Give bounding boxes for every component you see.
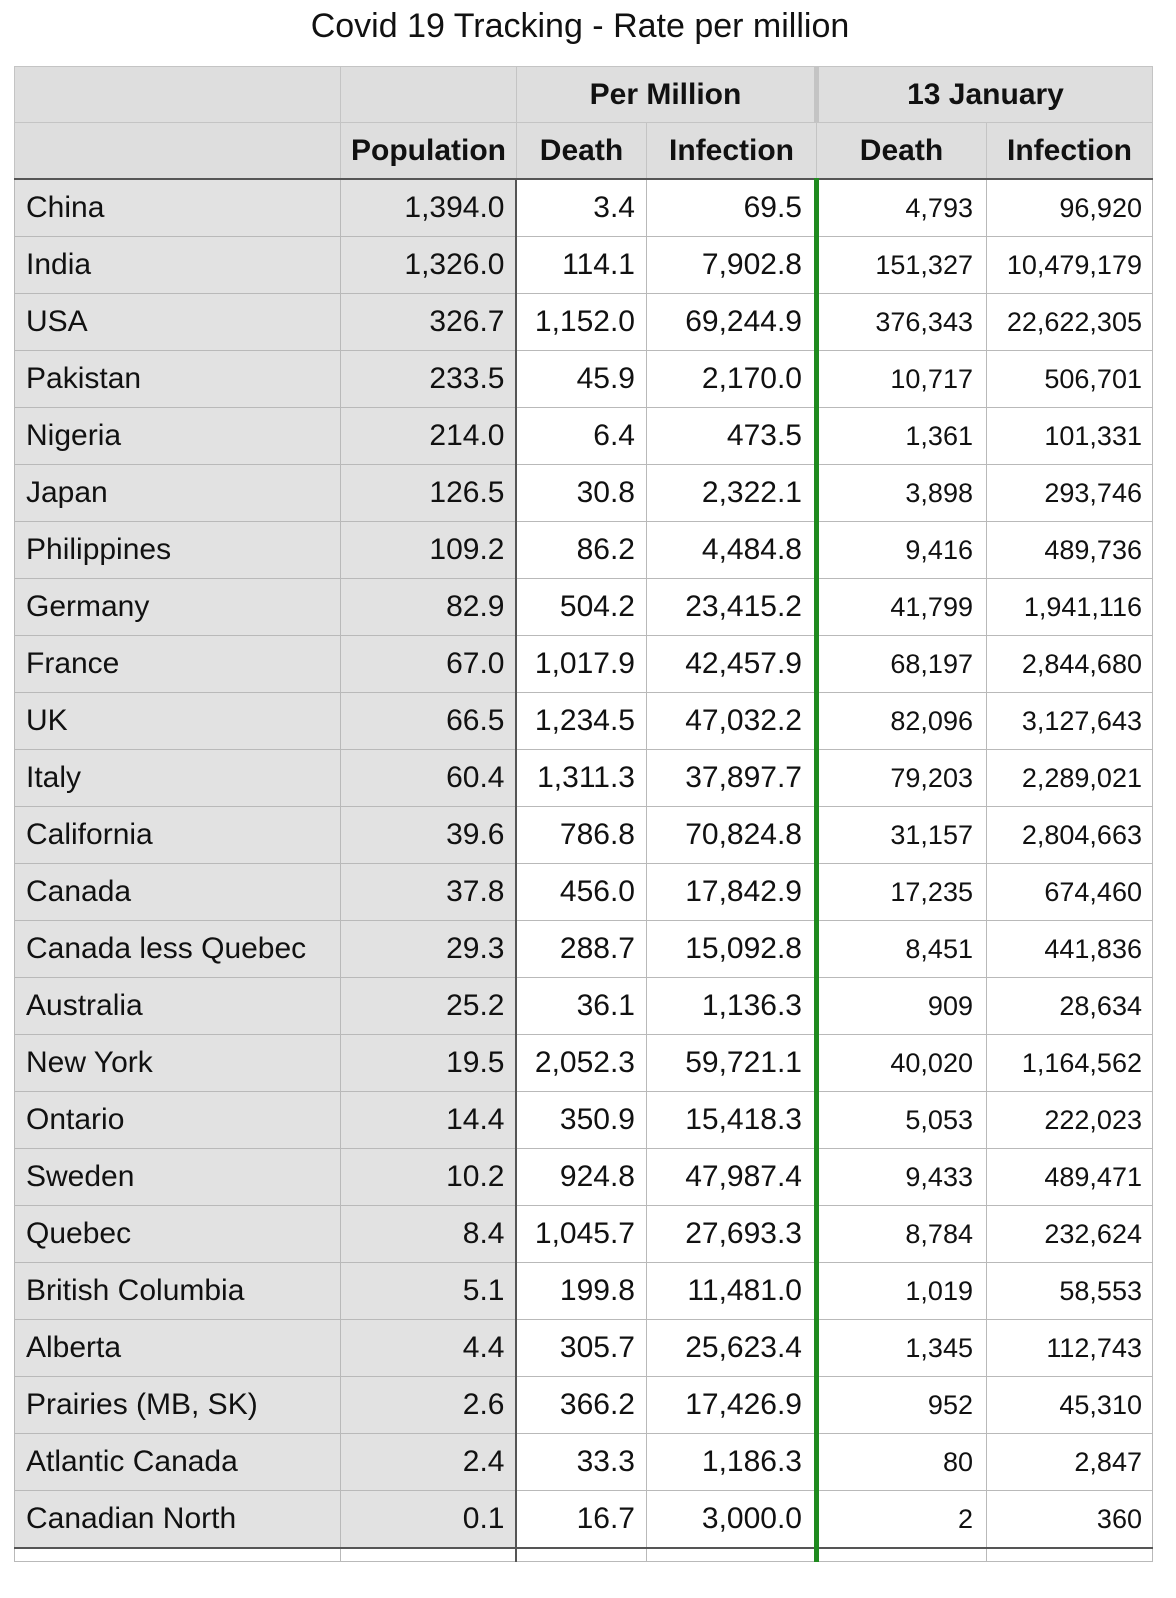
row-name: UK [15,693,341,750]
row-death: 2 [816,1491,986,1549]
row-pm-death: 504.2 [516,579,646,636]
row-infection: 232,624 [986,1206,1152,1263]
row-pm-death: 366.2 [516,1377,646,1434]
row-pm-infection: 1,186.3 [646,1434,816,1491]
row-infection: 222,023 [986,1092,1152,1149]
table-row [15,978,1153,1035]
table-row [15,294,1153,351]
table-row [15,465,1153,522]
header-row-groups [15,67,1153,123]
row-name: Australia [15,978,341,1035]
row-name: France [15,636,341,693]
row-name: USA [15,294,341,351]
table-bottom-cell [516,1548,646,1562]
row-population: 66.5 [341,693,517,750]
row-pm-death: 33.3 [516,1434,646,1491]
table-row [15,807,1153,864]
row-death: 17,235 [816,864,986,921]
row-population: 60.4 [341,750,517,807]
row-infection: 489,471 [986,1149,1152,1206]
row-infection: 2,804,663 [986,807,1152,864]
row-death: 3,898 [816,465,986,522]
row-pm-death: 456.0 [516,864,646,921]
table-bottom-border [15,1548,1153,1562]
row-death: 41,799 [816,579,986,636]
row-pm-death: 1,017.9 [516,636,646,693]
row-pm-death: 1,311.3 [516,750,646,807]
table-row [15,864,1153,921]
row-infection: 112,743 [986,1320,1152,1377]
row-pm-death: 114.1 [516,237,646,294]
row-name: Ontario [15,1092,341,1149]
row-death: 1,019 [816,1263,986,1320]
table-row [15,1206,1153,1263]
table-bottom-cell [986,1548,1152,1562]
table-bottom-cell [341,1548,517,1562]
table-bottom-cell [646,1548,816,1562]
header-row-columns [15,123,1153,180]
row-pm-death: 288.7 [516,921,646,978]
table-row [15,237,1153,294]
table-row [15,1263,1153,1320]
row-population: 10.2 [341,1149,517,1206]
row-population: 8.4 [341,1206,517,1263]
row-population: 5.1 [341,1263,517,1320]
row-pm-death: 6.4 [516,408,646,465]
row-infection: 28,634 [986,978,1152,1035]
row-name: China [15,179,341,237]
header-pm-infection: Infection [646,123,816,180]
row-death: 376,343 [816,294,986,351]
table-row [15,1035,1153,1092]
header-date-infection: Infection [986,123,1152,180]
table-row [15,693,1153,750]
row-pm-infection: 47,032.2 [646,693,816,750]
row-infection: 22,622,305 [986,294,1152,351]
row-death: 909 [816,978,986,1035]
row-population: 1,394.0 [341,179,517,237]
row-population: 82.9 [341,579,517,636]
row-pm-infection: 25,623.4 [646,1320,816,1377]
row-infection: 10,479,179 [986,237,1152,294]
row-pm-infection: 37,897.7 [646,750,816,807]
row-population: 233.5 [341,351,517,408]
table-bottom-cell [15,1548,341,1562]
row-death: 8,784 [816,1206,986,1263]
row-death: 151,327 [816,237,986,294]
row-population: 126.5 [341,465,517,522]
row-pm-infection: 42,457.9 [646,636,816,693]
row-death: 952 [816,1377,986,1434]
row-pm-death: 2,052.3 [516,1035,646,1092]
row-pm-death: 3.4 [516,179,646,237]
row-population: 14.4 [341,1092,517,1149]
table-row [15,351,1153,408]
row-name: Sweden [15,1149,341,1206]
row-pm-infection: 2,170.0 [646,351,816,408]
row-pm-death: 1,152.0 [516,294,646,351]
row-pm-infection: 69.5 [646,179,816,237]
header-date-death: Death [816,123,986,180]
row-population: 2.4 [341,1434,517,1491]
row-pm-death: 350.9 [516,1092,646,1149]
row-infection: 293,746 [986,465,1152,522]
row-name: Canada less Quebec [15,921,341,978]
row-pm-death: 1,045.7 [516,1206,646,1263]
header-pm-death: Death [516,123,646,180]
row-name: Quebec [15,1206,341,1263]
row-population: 4.4 [341,1320,517,1377]
table-row [15,921,1153,978]
row-pm-death: 199.8 [516,1263,646,1320]
row-population: 25.2 [341,978,517,1035]
table-row [15,1320,1153,1377]
row-death: 80 [816,1434,986,1491]
row-infection: 2,289,021 [986,750,1152,807]
row-population: 0.1 [341,1491,517,1549]
page-title: Covid 19 Tracking - Rate per million [310,7,850,45]
row-infection: 360 [986,1491,1152,1549]
row-pm-infection: 11,481.0 [646,1263,816,1320]
row-death: 79,203 [816,750,986,807]
table-row [15,522,1153,579]
row-pm-death: 305.7 [516,1320,646,1377]
row-infection: 1,164,562 [986,1035,1152,1092]
row-name: Italy [15,750,341,807]
header-group-per-million: Per Million [516,67,816,123]
row-death: 68,197 [816,636,986,693]
row-name: Prairies (MB, SK) [15,1377,341,1434]
table-row [15,579,1153,636]
row-pm-infection: 15,418.3 [646,1092,816,1149]
row-pm-death: 1,234.5 [516,693,646,750]
row-name: Philippines [15,522,341,579]
row-death: 1,345 [816,1320,986,1377]
row-death: 1,361 [816,408,986,465]
row-infection: 3,127,643 [986,693,1152,750]
row-infection: 45,310 [986,1377,1152,1434]
row-population: 326.7 [341,294,517,351]
row-infection: 506,701 [986,351,1152,408]
row-death: 4,793 [816,179,986,237]
row-population: 39.6 [341,807,517,864]
row-population: 1,326.0 [341,237,517,294]
row-pm-infection: 27,693.3 [646,1206,816,1263]
row-pm-infection: 7,902.8 [646,237,816,294]
row-death: 40,020 [816,1035,986,1092]
row-pm-infection: 17,842.9 [646,864,816,921]
row-death: 31,157 [816,807,986,864]
row-population: 109.2 [341,522,517,579]
row-pm-death: 924.8 [516,1149,646,1206]
row-infection: 101,331 [986,408,1152,465]
table-row [15,1149,1153,1206]
row-infection: 2,847 [986,1434,1152,1491]
row-population: 214.0 [341,408,517,465]
row-name: Pakistan [15,351,341,408]
row-name: Alberta [15,1320,341,1377]
row-name: India [15,237,341,294]
covid-table [14,66,1153,1562]
row-name: Atlantic Canada [15,1434,341,1491]
row-pm-infection: 47,987.4 [646,1149,816,1206]
row-pm-death: 36.1 [516,978,646,1035]
table-row [15,1092,1153,1149]
row-infection: 441,836 [986,921,1152,978]
row-population: 37.8 [341,864,517,921]
row-pm-infection: 473.5 [646,408,816,465]
row-death: 9,433 [816,1149,986,1206]
row-name: Canada [15,864,341,921]
row-pm-infection: 23,415.2 [646,579,816,636]
table-row [15,179,1153,237]
header-blank [341,67,517,123]
row-name: New York [15,1035,341,1092]
table-row [15,1377,1153,1434]
table-row [15,408,1153,465]
row-pm-death: 86.2 [516,522,646,579]
row-pm-death: 786.8 [516,807,646,864]
row-population: 2.6 [341,1377,517,1434]
row-pm-death: 16.7 [516,1491,646,1549]
row-infection: 1,941,116 [986,579,1152,636]
row-name: Canadian North [15,1491,341,1549]
row-population: 67.0 [341,636,517,693]
row-infection: 674,460 [986,864,1152,921]
row-pm-infection: 3,000.0 [646,1491,816,1549]
row-infection: 489,736 [986,522,1152,579]
table-row [15,1434,1153,1491]
row-name: California [15,807,341,864]
table-row [15,1491,1153,1549]
row-death: 10,717 [816,351,986,408]
row-infection: 58,553 [986,1263,1152,1320]
row-pm-infection: 4,484.8 [646,522,816,579]
row-death: 8,451 [816,921,986,978]
header-group-date: 13 January [816,67,1152,123]
row-pm-infection: 15,092.8 [646,921,816,978]
row-death: 5,053 [816,1092,986,1149]
row-population: 29.3 [341,921,517,978]
row-pm-infection: 69,244.9 [646,294,816,351]
row-pm-infection: 59,721.1 [646,1035,816,1092]
row-name: Japan [15,465,341,522]
table-bottom-cell [816,1548,986,1562]
table-row [15,636,1153,693]
row-death: 9,416 [816,522,986,579]
row-name: British Columbia [15,1263,341,1320]
row-infection: 96,920 [986,179,1152,237]
row-name: Germany [15,579,341,636]
row-population: 19.5 [341,1035,517,1092]
row-pm-infection: 2,322.1 [646,465,816,522]
row-pm-infection: 17,426.9 [646,1377,816,1434]
header-population: Population [341,123,517,180]
row-pm-infection: 70,824.8 [646,807,816,864]
row-death: 82,096 [816,693,986,750]
header-blank [15,123,341,180]
row-infection: 2,844,680 [986,636,1152,693]
header-blank [15,67,341,123]
row-pm-death: 45.9 [516,351,646,408]
row-pm-death: 30.8 [516,465,646,522]
row-pm-infection: 1,136.3 [646,978,816,1035]
row-name: Nigeria [15,408,341,465]
table-row [15,750,1153,807]
